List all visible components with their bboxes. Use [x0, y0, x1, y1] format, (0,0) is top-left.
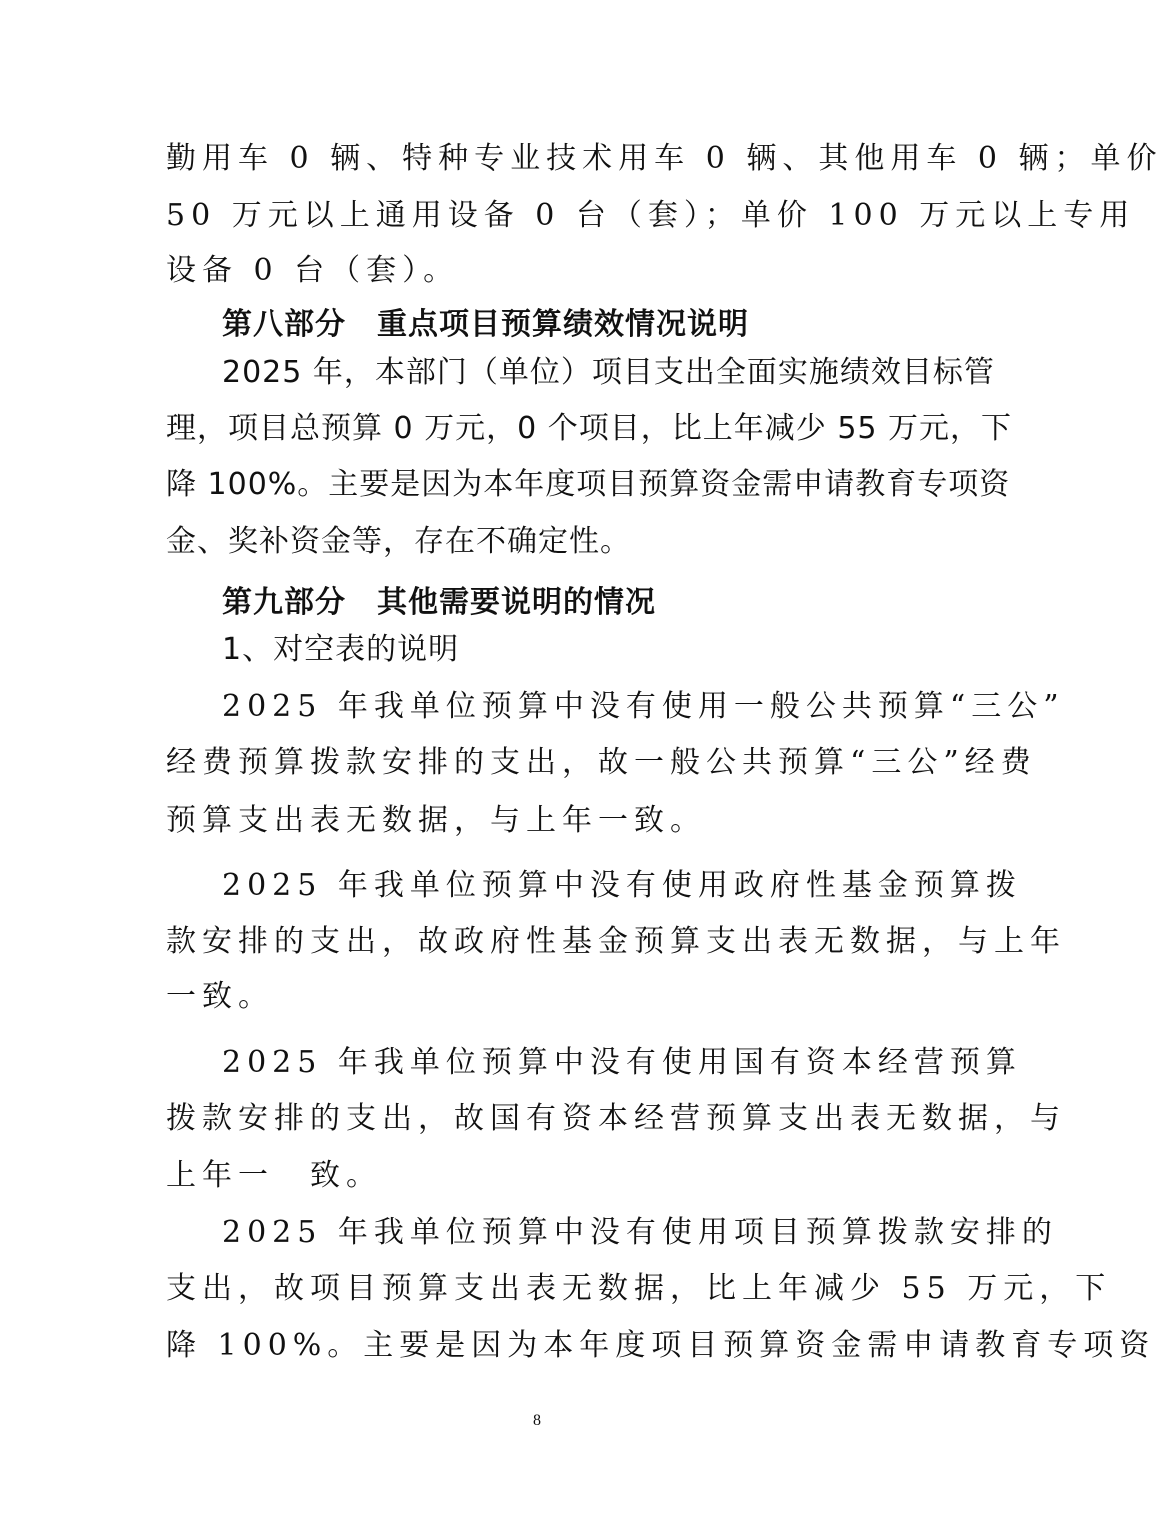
text-line: 降 100%。主要是因为本年度项目预算资金需申请教育专项资 [166, 1328, 1156, 1363]
text-line: 降 100%。主要是因为本年度项目预算资金需申请教育专项资 [166, 467, 1011, 502]
text-line: 款安排的支出，故政府性基金预算支出表无数据，与上年 [166, 924, 1066, 959]
section-heading: 第八部分 重点项目预算绩效情况说明 [222, 307, 749, 342]
text-line: 2025 年，本部门（单位）项目支出全面实施绩效目标管 [222, 355, 995, 390]
text-line: 勤用车 0 辆、特种专业技术用车 0 辆、其他用车 0 辆；单价 [166, 141, 1162, 176]
text-line: 2025 年我单位预算中没有使用项目预算拨款安排的 [222, 1215, 1058, 1250]
text-line: 预算支出表无数据，与上年一致。 [166, 803, 706, 838]
text-line: 2025 年我单位预算中没有使用一般公共预算“三公” [222, 689, 1065, 724]
text-line: 50 万元以上通用设备 0 台（套）；单价 100 万元以上专用 [166, 198, 1136, 233]
page-number: 8 [533, 1412, 541, 1429]
text-line: 经费预算拨款安排的支出，故一般公共预算“三公”经费 [166, 745, 1037, 780]
text-line: 理，项目总预算 0 万元，0 个项目，比上年减少 55 万元，下 [166, 411, 1013, 446]
text-line: 拨款安排的支出，故国有资本经营预算支出表无数据，与 [166, 1101, 1066, 1136]
text-line: 上年一 致。 [166, 1158, 382, 1193]
text-line: 支出，故项目预算支出表无数据，比上年减少 55 万元，下 [166, 1271, 1112, 1306]
text-line: 一致。 [166, 979, 274, 1014]
section-heading: 第九部分 其他需要说明的情况 [222, 585, 656, 620]
text-line: 2025 年我单位预算中没有使用政府性基金预算拨 [222, 868, 1022, 903]
text-line: 金、奖补资金等，存在不确定性。 [166, 524, 631, 559]
subsection-heading: 1、对空表的说明 [222, 632, 460, 667]
text-line: 设备 0 台（套）。 [166, 253, 460, 288]
text-line: 2025 年我单位预算中没有使用国有资本经营预算 [222, 1045, 1022, 1080]
